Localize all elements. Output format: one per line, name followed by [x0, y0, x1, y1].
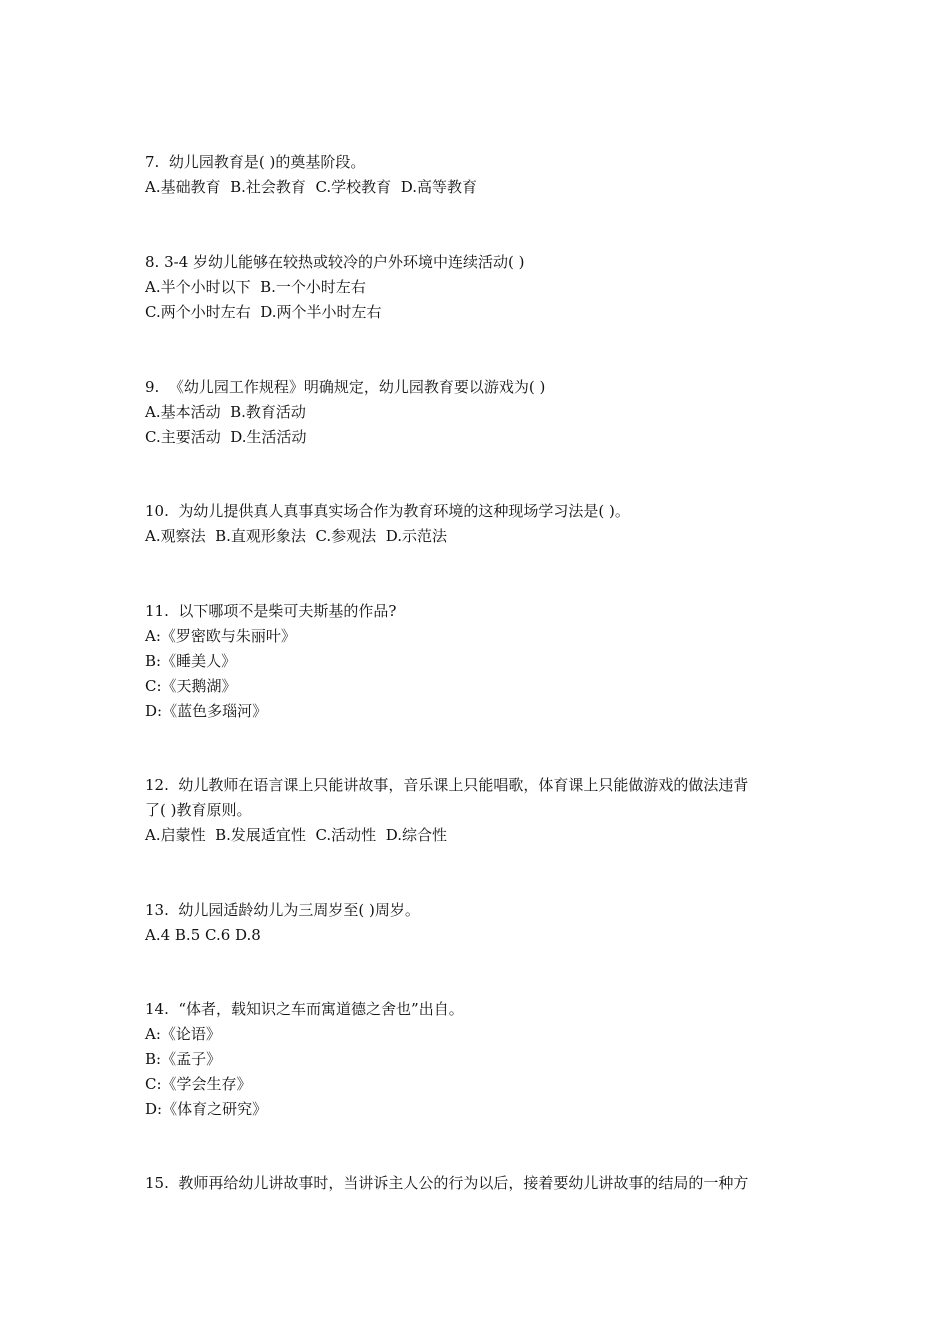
- question-options: A.4 B.5 C.6 D.8: [145, 926, 261, 944]
- question-options: A.半个小时以下 B.一个小时左右: [145, 278, 366, 296]
- question-8: [145, 250, 825, 325]
- question-13: [145, 898, 825, 948]
- question-stem: 12. 幼儿教师在语言课上只能讲故事，音乐课上只能唱歌，体育课上只能做游戏的做法违背: [145, 776, 749, 794]
- option-c: C:《学会生存》: [145, 1075, 252, 1093]
- question-options: A.启蒙性 B.发展适宜性 C.活动性 D.综合性: [145, 826, 447, 844]
- question-options: A.基础教育 B.社会教育 C.学校教育 D.高等教育: [145, 178, 477, 196]
- question-options: A.观察法 B.直观形象法 C.参观法 D.示范法: [145, 527, 447, 545]
- question-stem: 10. 为幼儿提供真人真事真实场合作为教育环境的这种现场学习法是( )。: [145, 502, 630, 520]
- question-10: [145, 499, 825, 549]
- question-stem: 9. 《幼儿园工作规程》明确规定，幼儿园教育要以游戏为( ): [145, 378, 546, 396]
- question-stem: 7. 幼儿园教育是( )的奠基阶段。: [145, 153, 366, 171]
- question-14: [145, 997, 825, 1122]
- question-stem-continued: 了( )教育原则。: [145, 801, 252, 819]
- option-b: B:《孟子》: [145, 1050, 222, 1068]
- option-b: B:《睡美人》: [145, 652, 237, 670]
- option-a: A:《罗密欧与朱丽叶》: [145, 627, 296, 645]
- option-a: A:《论语》: [145, 1025, 221, 1043]
- option-d: D:《蓝色多瑙河》: [145, 702, 268, 720]
- question-9: [145, 375, 825, 450]
- question-stem: 13. 幼儿园适龄幼儿为三周岁至( )周岁。: [145, 901, 420, 919]
- question-11: [145, 599, 825, 724]
- option-d: D:《体育之研究》: [145, 1100, 268, 1118]
- question-options: A.基本活动 B.教育活动: [145, 403, 306, 421]
- question-stem: 14. “体者，载知识之车而寓道德之舍也”出自。: [145, 1000, 464, 1018]
- question-15: [145, 1171, 825, 1196]
- question-stem: 8. 3-4 岁幼儿能够在较热或较冷的户外环境中连续活动( ): [145, 253, 525, 271]
- question-12: [145, 773, 825, 848]
- question-7: [145, 150, 825, 200]
- question-options: C.两个小时左右 D.两个半小时左右: [145, 303, 382, 321]
- question-stem: 11. 以下哪项不是柴可夫斯基的作品?: [145, 602, 397, 620]
- question-stem: 15. 教师再给幼儿讲故事时，当讲诉主人公的行为以后，接着要幼儿讲故事的结局的一种方: [145, 1174, 749, 1192]
- question-options: C.主要活动 D.生活活动: [145, 428, 307, 446]
- option-c: C:《天鹅湖》: [145, 677, 237, 695]
